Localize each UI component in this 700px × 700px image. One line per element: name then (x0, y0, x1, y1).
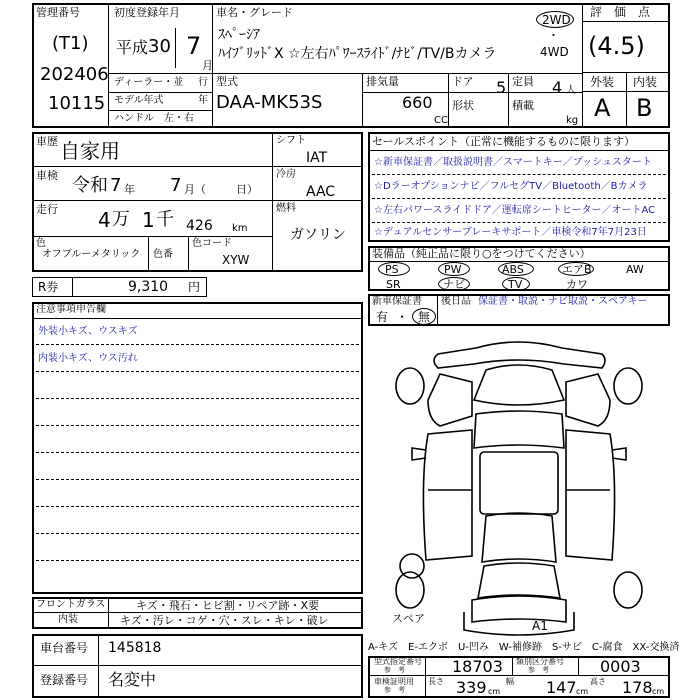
chassis: 145818 (108, 640, 162, 656)
car-grade: ﾊｲﾌﾞﾘｯﾄﾞX ☆左右ﾊﾟﾜｰｽﾗｲﾄﾞ/ﾅﾋﾞ/TV/Bカメラ (218, 46, 497, 62)
front-glass-label: フロントガラス (36, 599, 106, 610)
height: 178 (622, 678, 653, 697)
equip-ps: PS (385, 263, 399, 276)
iro-label: 色 (36, 238, 46, 249)
registration-label: 登録番号 (40, 673, 89, 687)
nenryo: ガソリン (290, 227, 346, 243)
teiin: 4 (552, 78, 563, 97)
irocode-label: 色コード (192, 238, 232, 249)
drive-2wd: 2WD (542, 13, 571, 27)
shitei-label: 型式指定番号 (374, 657, 422, 666)
ruibetsu-sub: 参 考 (528, 666, 549, 674)
door: 5 (496, 78, 507, 97)
damage-legend: A-キズ E-エクボ U-凹み W-補修跡 S-サビ C-腐食 XX-交換済 (368, 642, 680, 653)
shitei: 18703 (452, 657, 503, 676)
equip-abs: ABS (502, 263, 524, 276)
spare-label: スペア (392, 612, 425, 625)
drive-4wd: 4WD (540, 45, 569, 59)
sales-line: ☆デュアルセンサーブレーキサポート／車検令和7年7月23日 (374, 227, 647, 238)
rken-label: R券 (38, 280, 59, 294)
notes-title: 注意事項申告欄 (36, 304, 106, 315)
sekisai-unit: kg (566, 115, 579, 126)
hyoka-label: 評 価 点 (590, 5, 651, 19)
haiki: 660 (402, 93, 433, 112)
teiin-unit: 人 (566, 85, 576, 96)
kanri-label: 管理番号 (36, 6, 80, 19)
shodo-month-unit: 月 (202, 59, 213, 72)
equip-aw: AW (626, 263, 644, 276)
soko-man: 4 (98, 208, 111, 232)
mark-a1: A1 (532, 619, 548, 633)
width-unit: cm (576, 687, 589, 696)
iroban-label: 色番 (153, 249, 173, 260)
length-unit: cm (488, 687, 501, 696)
interior-items: キズ・汚レ・コゲ・穴・スレ・キレ・破レ (120, 614, 329, 627)
sekisai-label: 積載 (512, 99, 534, 112)
iro: オフブルーメタリック (42, 249, 141, 260)
shaken-year-unit: 年 (124, 183, 135, 196)
shaken-month-unit: 月（ (184, 183, 206, 196)
shaken-label: 車検 (36, 169, 58, 182)
door-label: ドア (452, 75, 474, 88)
equip-airb: エアB (562, 263, 592, 276)
naiso-grade: B (636, 94, 653, 122)
shaken-day-unit: 日） (236, 183, 258, 196)
soko-sen-unit: 千 (156, 209, 174, 230)
registration: 名変中 (108, 670, 157, 689)
soko-unit: km (232, 223, 248, 234)
front-glass-items: キズ・飛石・ヒビ割・リペア跡・X要 (136, 599, 320, 612)
notes-line: 外装小キズ、ウスキズ (38, 326, 138, 337)
notes-line: 内装小キズ、ウス汚れ (38, 353, 138, 364)
katashiki-label: 型式 (216, 75, 238, 88)
shomei-label: 車検証明用 (374, 677, 414, 686)
reibo-label: 冷房 (276, 169, 296, 180)
warranty-yes: 有 (376, 310, 389, 324)
shomei-sub: 参 考 (384, 686, 405, 694)
interior-label: 内装 (58, 614, 78, 625)
shitei-sub: 参 考 (384, 666, 405, 674)
shareki-label: 車歴 (36, 135, 58, 148)
ruibetsu: 0003 (600, 657, 641, 676)
warranty-sep: ・ (396, 310, 409, 324)
dealer-label: ディーラー・並 (114, 77, 184, 88)
dealer-mark: 行 (198, 77, 208, 88)
atohi: 保証書・取説・ナビ取説・スペアキー (478, 296, 648, 307)
soko-man-unit: 万 (112, 209, 130, 230)
equip-navi: ナビ (443, 278, 465, 291)
model-year-mark: 年 (198, 95, 208, 106)
equip-kawa: カワ (566, 278, 588, 291)
shaken-era: 令和 (72, 175, 108, 196)
notes-frame (32, 302, 363, 594)
sales-line: ☆Dラーオプションナビ／フルセグTV／Bluetooth／Bカメラ (374, 181, 648, 192)
equip-tv: TV (508, 278, 523, 291)
katashiki: DAA-MK53S (216, 92, 323, 113)
warranty-label: 新車保証書 (372, 296, 422, 307)
reibo: AAC (306, 184, 336, 200)
sales-line: ☆左右パワースライドドア／運転席シートヒーター／オートAC (374, 205, 656, 216)
naiso-label: 内装 (633, 75, 658, 89)
shodo-era: 平成 (116, 38, 149, 57)
length: 339 (456, 678, 487, 697)
haiki-unit: CC (434, 115, 448, 126)
atohi-label: 後日品 (441, 296, 471, 307)
car-diagram (368, 330, 670, 640)
keijo-label: 形状 (452, 99, 474, 112)
shodo-year: 30 (148, 36, 171, 57)
hyoka-score: (4.5) (588, 32, 645, 60)
kanri-num2: 10115 (48, 93, 106, 114)
width-label: 幅 (506, 677, 514, 686)
shift-label: シフト (276, 135, 306, 146)
soko-rest: 426 (186, 218, 213, 234)
shift: IAT (306, 150, 328, 166)
car-label: 車名・グレード (216, 6, 293, 19)
equipment-title: 装備品（純正品に限り○をつけてください） (372, 247, 591, 260)
rken-unit: 円 (188, 280, 201, 294)
height-unit: cm (652, 687, 665, 696)
irocode: XYW (222, 253, 250, 267)
equip-sr: SR (386, 278, 401, 291)
shaken-month: 7 (170, 175, 182, 196)
shodo-month: 7 (186, 32, 202, 60)
width: 147 (546, 678, 577, 697)
shaken-year: 7 (110, 175, 122, 196)
warranty-no: 無 (418, 310, 431, 324)
shodo-label: 初度登録年月 (114, 6, 180, 19)
model-year-label: モデル年式 (114, 95, 164, 106)
haiki-label: 排気量 (366, 75, 399, 88)
kanri-code: (T1) (52, 33, 89, 54)
soko-label: 走行 (36, 203, 58, 216)
shareki: 自家用 (60, 139, 120, 163)
nenryo-label: 燃料 (276, 203, 296, 214)
height-label: 高さ (590, 677, 606, 686)
equip-pw: PW (444, 263, 462, 276)
gaiso-grade: A (594, 94, 611, 122)
drive-dot: ・ (548, 29, 559, 42)
sales-line: ☆新車保証書／取扱説明書／スマートキー／プッシュスタート (374, 157, 652, 168)
length-label: 長さ (428, 677, 444, 686)
gaiso-label: 外装 (590, 75, 615, 89)
teiin-label: 定員 (512, 75, 534, 88)
sales-title: セールスポイント（正常に機能するものに限ります） (372, 135, 636, 148)
car-name: ｽﾍﾟｰｼｱ (218, 27, 260, 43)
soko-sen: 1 (142, 208, 155, 232)
ruibetsu-label: 類別区分番号 (516, 657, 564, 666)
chassis-label: 車台番号 (40, 641, 89, 655)
handle-label: ハンドル 左・右 (114, 113, 194, 124)
kanri-num1: 202406 (40, 64, 109, 85)
rken: 9,310 (128, 279, 169, 295)
